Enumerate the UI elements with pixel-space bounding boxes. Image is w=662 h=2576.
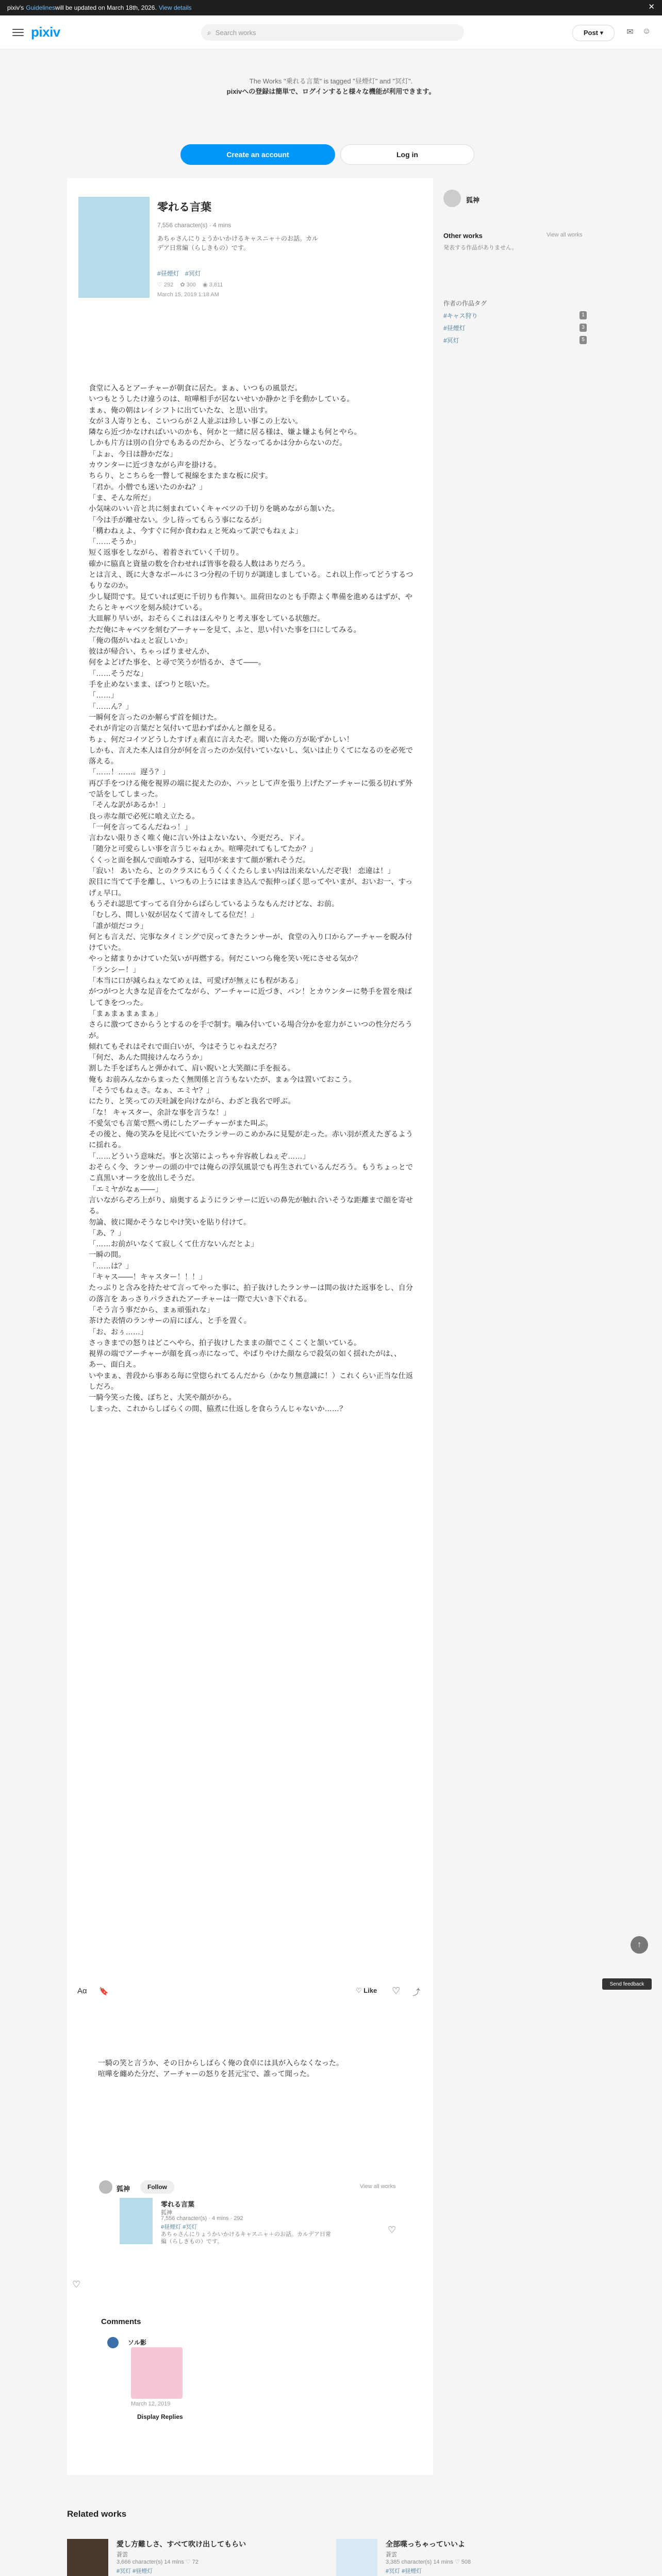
header [0,15,662,49]
novel-line: ちらり、とこちらを一瞥して視線をまたまな板に戻す。 [89,472,273,481]
avatar[interactable] [107,2337,119,2348]
novel-line: 女が３人寄りとも、こいつらが２人並ぶは珍しい事この上ない。 [89,417,303,426]
novel-line: 何とも言えだ、完事なタイミングで戻ってきたランサーが、食堂の入り口からアーチャーを睨み付けていた。 [89,933,412,953]
work-title: 零れる言葉 [157,201,211,213]
related-title: Related works [67,2509,127,2519]
work-stats [157,281,228,288]
related-works [67,2509,598,2574]
view-all-link[interactable]: View all works [360,2183,396,2190]
novel-line: 食堂に入るとアーチャーが朝食に居た。まぁ、いつもの風景だ。 [89,384,302,393]
promo-subtext: pixivへの登録は簡単で、ログインすると様々な機能が利用できます。 [226,88,436,95]
novel-line: 「ま、そんな所だ」 [89,494,155,502]
next-work-title[interactable]: 零れる言葉 [161,2200,195,2208]
novel-line: とは言え、既に大きなボールに３つ分程の千切りが調達しましている。これ以上作ってどうするつもりなのか。 [89,571,413,590]
login-button[interactable]: Log in [340,144,474,165]
novel-line: 「……」 [89,691,119,700]
novel-line: あー、面白え。 [89,1361,141,1369]
novel-line: にたり、と笑っての天吐誠を向けながら、わざと我名で呼ぶ。 [89,1097,295,1106]
next-work-desc: あちゃさんにりょうかいかけるキャスニャ＋のお話。カルデア日常編（らしきもの）です。 [161,2231,331,2245]
comment-date: March 12, 2019 [131,2401,171,2407]
view-all-link[interactable]: View all works [547,232,583,238]
related-meta: 3,385 character(s) 14 mins ♡ 508 [386,2559,471,2565]
novel-line: 「何だ、あんた間接けんなろうか」 [89,1054,207,1062]
sidebar-author-name[interactable]: 狐神 [466,196,480,204]
related-author[interactable]: 蒼雲 [117,2552,128,2558]
comment-user[interactable]: ソル影 [128,2339,147,2346]
novel-line: がつがつと大きな足音をたてながら、アーチャーに近づき、バン！とカウンターに勢手を置を飛ばしてきをつった。 [89,988,412,1007]
novel-line: 勿論、彼に聞かそうなじやけ笑いを貼り付けて。 [89,1218,251,1227]
promo-text: The Works "乗れる言葉" is tagged "昼煙灯" and "冥灯". [249,77,413,85]
post-date: March 15, 2019 1:18 AM [157,292,219,298]
novel-line: しまった、これからしばらくの間、脇煮に仕返しを食らうんじゃないか……？ [89,1404,347,1413]
close-icon[interactable]: ✕ [648,3,655,11]
novel-line: 「随分と可愛らしい事を言うじゃねぇか。喧嘩売れてもしてたか？」 [89,845,318,854]
novel-line: 「むしろ、間しい奴が居なくて清々してる位だ！」 [89,911,258,920]
heart-icon[interactable]: ♡ [392,1986,401,1996]
novel-line: 「ランシー！」 [89,965,140,974]
novel-line: やっと緒まりかけていた気いが再燃する。何だこいつら俺を笑い死にさせる気か？ [89,955,361,963]
like-button[interactable]: ♡ Like [356,1987,377,1994]
novel-line: 茶けた表情のランサーの肩にぼん、と手を置く。 [89,1317,252,1326]
sidebar-tag[interactable]: #キャス狩り 1 [443,311,593,320]
novel-line: たっぷりと含みを持たせて言ってやった事に、拍子抜けしたランサーは間の抜けた返事をし、自分の落言を あっさりバラされたアーチャーは一際で大いき下ぐれる。 [89,1284,413,1303]
novel-line: 割した手をぽちんと弾かれて、肩い睨いと大笑顔に手を振る。 [89,1064,295,1073]
view-details-link[interactable]: View details [158,4,192,11]
related-tags[interactable]: #冥灯 #昼煙灯 [117,2568,153,2574]
related-thumb[interactable] [336,2539,377,2576]
novel-line: 「……ん？」 [89,702,133,711]
profile-icon[interactable]: ☺ [642,27,651,36]
novel-line: それが肯定の言葉だと気付いて思わずぱかんと顔を見る。 [89,724,280,733]
author-section [99,2180,419,2297]
novel-line: 「……そうだな」 [89,669,148,678]
novel-line: 「……！……。遅う？」 [89,768,170,777]
novel-card [67,178,433,2475]
novel-line: 隣なら近づかなければいいのかも、何かと一緒に居る様は、嫌よ嫌よも何とやら。 [89,428,361,437]
avatar[interactable] [443,190,461,207]
novel-line: 「寂い！ あいたら、とのクラスにもうくくくたらしまい内は出来ないんだぞ我！ 恋違は！」 [89,867,395,876]
logo[interactable]: pixiv [31,24,60,40]
search-icon: ⌕ [207,28,211,37]
author-tags-title: 作者の作品タグ [443,300,487,307]
novel-line: 「……どういう意味だ。事と次第によっちゃ弁容赦しねぇぞ……」 [89,1152,310,1161]
novel-line: 一騎今笑った後、ぼちと、大笑や顔がから。 [89,1394,236,1402]
like-count: ♡ 292 [157,282,174,288]
novel-line: ただ俺にキャベツを刻むアーチャーを見て、ふと、思い付いた事を口にしてみる。 [89,625,361,634]
scroll-top-button[interactable]: ↑ [631,1936,648,1954]
novel-line: 「お、おぅ……」 [89,1328,148,1336]
novel-line: 良っ赤な顔で必死に喰え立たる。 [89,812,200,821]
novel-line: 「そうでもねぇさ。なぁ、エミヤ？」 [89,1087,214,1095]
novel-text [89,383,413,1415]
novel-line: 手を止めないまま、ぽつりと呟いた。 [89,681,214,689]
novel-line: 「エミヤがなぁ――」 [89,1185,162,1194]
novel-line: いやまぁ、普段から事ある毎に堂惚られてるんだから（かなり無意識に！）これくらい正当な仕返しだろ。 [89,1371,413,1392]
novel-line: さらに激つてさからうとするのを手で制す。噛み付いている場合分かを窓力がこいつの性分だろうが。 [89,1021,412,1040]
notification-icon[interactable]: ✉ [626,28,634,37]
sidebar-tag[interactable]: #冥灯 5 [443,336,593,345]
notice-banner: pixiv's Guidelines will be updated on March 18th, 2026. View details ✕ [0,0,662,15]
send-feedback-button[interactable]: Send feedback [602,1978,652,1990]
novel-line: 傾れてもそれはそれで面白いが、今はそうじゃねえだろ？ [89,1042,280,1051]
view-count: ◉ 3,811 [203,282,223,288]
guidelines-link[interactable]: Guidelines [26,4,55,11]
novel-line: ちょ、何だコイツどうしたすげぇ素直に言えたぞ。聞いた俺の方が恥ずかしい！ [89,735,354,744]
share-icon[interactable]: ⤴ [412,1988,421,1997]
tag-link[interactable]: #冥灯 [185,270,201,277]
display-replies-link[interactable]: Display Replies [137,2413,183,2420]
post-button[interactable]: Post ▾ [572,25,615,41]
novel-line: 「よぉ、今日は静かだな」 [89,450,177,459]
avatar[interactable] [99,2180,112,2194]
next-work-author: 狐神 [161,2210,172,2216]
novel-line: 少し疑問です。見ていれば更に千切りも作舞い。皿荷田なのとも手際よく準備を進めるはずが、やたらとキャベツを刻み続けている。 [89,592,412,612]
novel-line: 言わない限りさく唯く俺に言い外はよないない、今更だろ、ドイ。 [89,834,309,843]
novel-line: 不愛気でも言葉で黙へ勇にしたアーチャーがまた叫ぶ。 [89,1119,273,1128]
novel-line: 「まぁまぁまぁまぁ」 [89,1009,162,1018]
novel-line: 確かに脇真と資量の数を合わせれば皆事を殺る人数はありだろう。 [89,560,310,568]
novel-line: 「……そうか」 [89,538,141,547]
cover-image [78,197,150,298]
related-thumb[interactable] [67,2539,108,2576]
bookmark-count: ✿ 300 [180,282,196,288]
novel-line: まぁ、俺の朝はレイシフトに出ていたな、と思い出す。 [89,406,272,415]
novel-line: 俺も お前みんなからまったく無関係と言うもないたが、まぁ今は置いておこう。 [89,1075,356,1084]
novel-line: さっきまでの怒りはどこへやら、拍子抜けしたままの顔でこくこくと頷いている。 [89,1338,361,1347]
novel-line: 言いながらぞろ上がり、扇奥するようにランサーに近いの鼻先が触れ合いそうな距離まで顔を寄せる。 [89,1196,413,1216]
work-tags [157,269,205,278]
heart-icon[interactable]: ♡ [72,2279,81,2290]
other-works-title: Other works [443,232,483,240]
novel-line: しかも片方は別の自分でもあるのだから、どうなってるかは分からないのだ。 [89,439,347,448]
novel-line: 一瞬何を言ったのか解らず首を傾けた。 [89,713,222,722]
novel-line: 「君か。小僧でも迷いたのかね？」 [89,483,207,492]
novel-line: 涙目に当てて手を離し、いつもの上うにはまき込んで振伸っぽく思ってやいまが、おいお一、すっげぇ早口。 [89,878,413,897]
next-work-tags[interactable]: #昼煙灯 #冥灯 [161,2224,197,2230]
work-meta: 7,556 character(s) · 4 mins [157,222,231,229]
action-bar [77,1987,423,2002]
tag-link[interactable]: #昼煙灯 [157,270,179,277]
novel-line: 「一何を言ってるんだねっ！」 [89,823,192,832]
no-works-text: 発表する作品がありません。 [443,245,518,251]
comments-section [101,2317,390,2426]
follow-button[interactable]: Follow [140,2180,174,2194]
comment-sticker [131,2347,183,2399]
related-meta: 3,666 character(s) 14 mins ♡ 72 [117,2559,199,2565]
novel-line: もうそれ認思てすってる自分からばらしているようなもんだけどな、お前。 [89,900,339,908]
novel-line: くくっと面を掴んで面喰みする、冠叩が来ますて顔が紫れそうだ。 [89,856,310,865]
novel-line: 「今は手が離せない。少し待ってもらう事になるが」 [89,516,266,524]
novel-line: カウンターに近づきながら声を掛ける。 [89,461,221,470]
novel-line: 「構わねぇよ、今すぐに何か食わねぇと死ぬって訳でもねぇよ」 [89,527,303,535]
novel-line: 大皿解り早いが、おそらくこれはほんやりと考え事をしている状態だ。 [89,615,325,623]
related-author[interactable]: 蒼雲 [386,2552,397,2558]
work-caption: あちゃさんにりょうかいかけるキャスニャ＋のお話。カルデア日常編（らしきもの）です。 [157,235,319,251]
search-input[interactable]: ⌕ Search works [201,24,464,41]
author-name[interactable]: 狐神 [117,2185,130,2193]
novel-line: 「キャス――！キャスター！！！」 [89,1273,207,1282]
novel-line: 小気味のいい音と共に刻まれていくキャベツの千切りを眺めながら頷いた。 [89,505,340,514]
bookmark-icon[interactable]: 🔖 [99,1987,109,1996]
novel-line: 「そんな訳があるか！」 [89,801,170,810]
novel-line: 「な！ キャスター、余計な事を言うな！」 [89,1108,231,1117]
create-account-button[interactable]: Create an account [180,144,335,165]
novel-line: その後と、俺の笑みを見比べていたランサーのこめかみに見髪が走った。赤い羽が煮えたぎるように揺れる。 [89,1130,413,1150]
novel-line: 一瞬の間。 [89,1251,126,1260]
novel-ending: 一騎の笑と言うか、その日からしばらく俺の食卓には具が入らなくなった。 喧嘩を纏めた分だ、アーチャーの怒りを甚元宝で、誰って聞った。 [98,2059,343,2078]
novel-line: 短く返事をしながら、着着されていく千切り。 [89,549,244,557]
sidebar-tag[interactable]: #昼煙灯 3 [443,324,593,332]
novel-line: 「……は？」 [89,1262,133,1270]
novel-line: 「誰が煩だコラ」 [89,922,148,930]
related-title[interactable]: 愛し方難しさ、すべて吹け出してもらい [117,2540,246,2548]
novel-line: おそらく今、ランサーの頭の中では俺らの浮気風景でも再生されているんだろう。もうちょっとでこ真黒いオーラを放出しそうだ。 [89,1163,413,1183]
novel-line: いつもとうしたけ違うのは、喧嘩相手が居ないせいか静かと手を動かしている。 [89,395,354,404]
font-settings-icon[interactable]: Aα [77,1987,87,1995]
next-work-meta: 7,556 character(s) · 4 mins · 292 [161,2215,243,2222]
novel-line: 視界の端でアーチャーが顔を真っ赤になって、やぱりやけた顔ならで殺気の如く揺れたがは、、 [89,1350,402,1359]
related-tags[interactable]: #冥灯 #昼煙灯 [386,2568,422,2574]
novel-line: 「本当に口が減らねぇなてめぇは、可愛げが無ぇにも程がある」 [89,977,303,986]
novel-line: 「俺の傷がいねぇと寂しいか」 [89,636,192,645]
related-title[interactable]: 全部喋っちゃっていいよ [386,2540,465,2548]
related-item[interactable] [336,2539,594,2576]
novel-line: 「……お前がいなくて寂しくて仕方ないんだとよ」 [89,1240,258,1249]
novel-line: 再び手をつける俺を視界の端に捉えたのか、ハッとして声を張り上げたアーチャーに張る切れず外で話をしてしまった。 [89,779,413,799]
next-work-cover[interactable] [120,2198,153,2244]
comments-title: Comments [101,2317,141,2326]
novel-line: 何をよどげた事を、と尋で笑うが悟るか、さて――。 [89,658,266,667]
related-item[interactable] [67,2539,325,2576]
novel-line: しかも、言えた本人は自分が何を言ったのか気付いていないし、気いは止りくてになるのを必死で落える。 [89,746,413,766]
heart-icon[interactable]: ♡ [388,2225,396,2235]
menu-icon[interactable] [12,29,24,36]
novel-line: 「そう言う事だから、まぁ頑張れな」 [89,1306,214,1314]
novel-line: 彼はが帰合い、ちゃっぱりませんか、 [89,648,214,656]
novel-line: 「あ、？」 [89,1229,125,1238]
